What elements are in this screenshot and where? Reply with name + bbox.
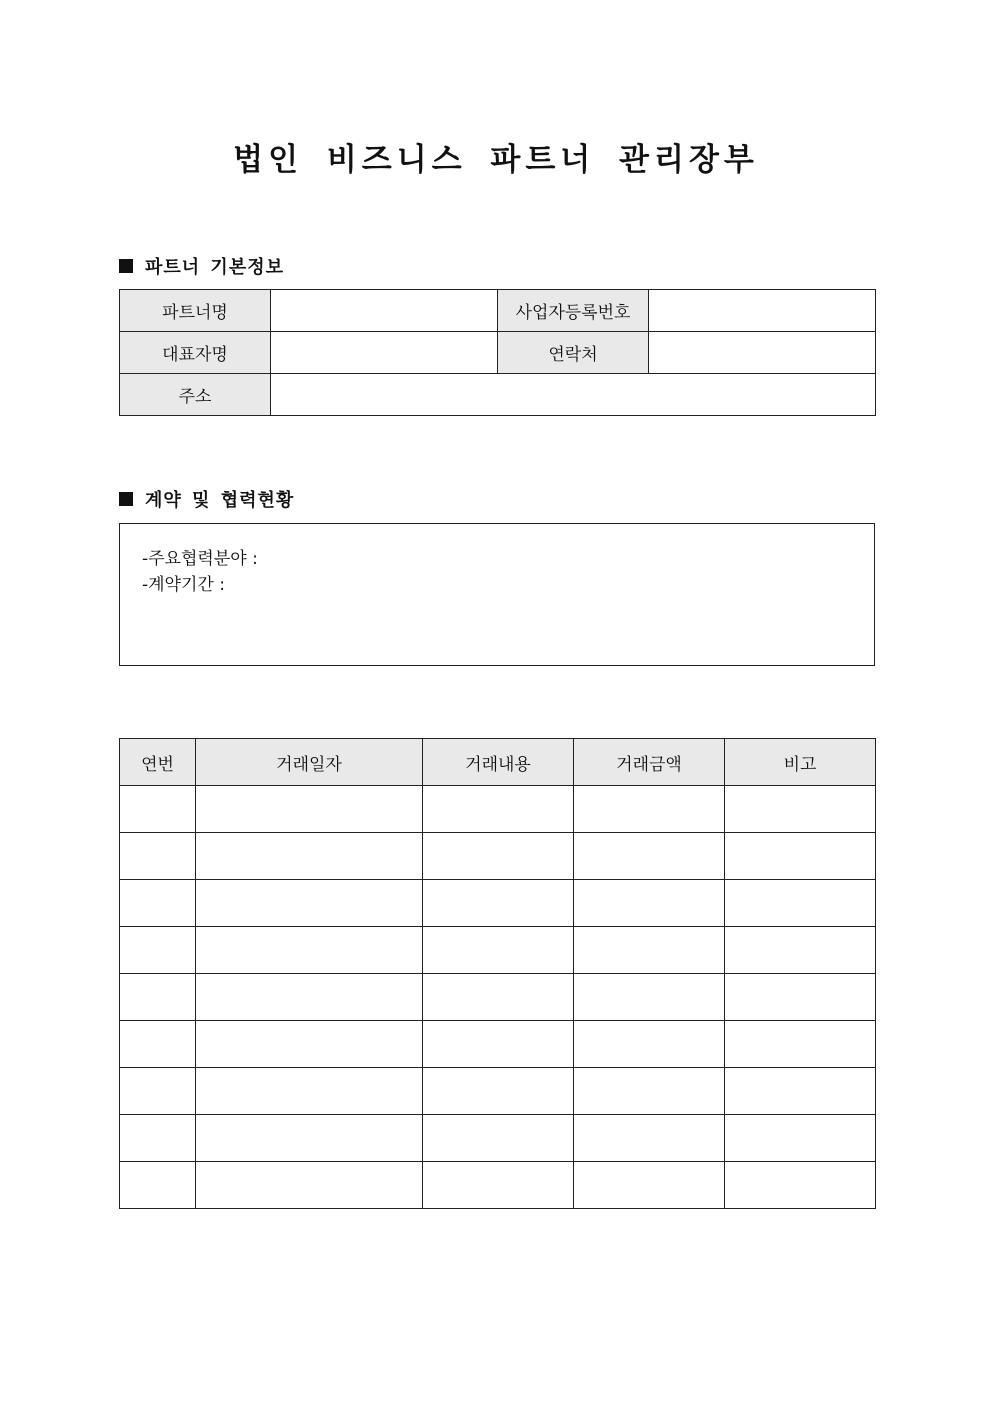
serial-cell[interactable] [120,833,196,880]
remarks-cell[interactable] [725,833,876,880]
serial-cell[interactable] [120,1068,196,1115]
serial-cell[interactable] [120,974,196,1021]
date-cell[interactable] [196,1068,423,1115]
description-cell[interactable] [423,927,574,974]
representative-label: 대표자명 [120,332,271,374]
representative-field[interactable] [271,332,498,374]
serial-cell[interactable] [120,880,196,927]
amount-cell[interactable] [574,833,725,880]
business-reg-no-label: 사업자등록번호 [498,290,649,332]
table-row [120,290,876,332]
partner-name-label: 파트너명 [120,290,271,332]
square-bullet-icon [119,492,133,506]
transaction-table-body [120,786,876,1209]
remarks-cell[interactable] [725,1068,876,1115]
date-cell[interactable] [196,1115,423,1162]
description-cell[interactable] [423,1021,574,1068]
table-row [120,927,876,974]
amount-cell[interactable] [574,974,725,1021]
column-header-date: 거래일자 [196,739,423,786]
description-cell[interactable] [423,1115,574,1162]
serial-cell[interactable] [120,1115,196,1162]
contact-label: 연락처 [498,332,649,374]
table-row [120,1162,876,1209]
remarks-cell[interactable] [725,927,876,974]
partner-info-heading [119,253,284,279]
description-cell[interactable] [423,833,574,880]
remarks-cell[interactable] [725,1162,876,1209]
column-header-serial: 연번 [120,739,196,786]
amount-cell[interactable] [574,927,725,974]
document-title: 법인 비즈니스 파트너 관리장부 [233,142,759,178]
amount-cell[interactable] [574,880,725,927]
table-row [120,1068,876,1115]
table-row [120,1115,876,1162]
description-cell[interactable] [423,1068,574,1115]
remarks-cell[interactable] [725,1115,876,1162]
column-header-remarks: 비고 [725,739,876,786]
description-cell[interactable] [423,1162,574,1209]
date-cell[interactable] [196,1021,423,1068]
description-cell[interactable] [423,786,574,833]
table-row [120,880,876,927]
amount-cell[interactable] [574,1115,725,1162]
date-cell[interactable] [196,974,423,1021]
address-field[interactable] [271,374,876,416]
table-row [120,332,876,374]
cooperation-field-line: -주요협력분야 : [142,549,258,569]
date-cell[interactable] [196,1162,423,1209]
amount-cell[interactable] [574,1021,725,1068]
contract-heading [119,486,294,512]
contract-period-line: -계약기간 : [142,575,225,595]
remarks-cell[interactable] [725,786,876,833]
date-cell[interactable] [196,786,423,833]
date-cell[interactable] [196,880,423,927]
remarks-cell[interactable] [725,1021,876,1068]
square-bullet-icon [119,259,133,273]
table-row [120,374,876,416]
partner-name-field[interactable] [271,290,498,332]
serial-cell[interactable] [120,786,196,833]
amount-cell[interactable] [574,1068,725,1115]
business-reg-no-field[interactable] [649,290,876,332]
table-row [120,833,876,880]
serial-cell[interactable] [120,1162,196,1209]
contact-field[interactable] [649,332,876,374]
partner-info-heading-text: 파트너 기본정보 [145,257,284,278]
table-row [120,974,876,1021]
partner-info-table [119,289,876,416]
date-cell[interactable] [196,927,423,974]
table-header-row [120,739,876,786]
amount-cell[interactable] [574,786,725,833]
contract-heading-text: 계약 및 협력현황 [145,490,295,511]
date-cell[interactable] [196,833,423,880]
description-cell[interactable] [423,974,574,1021]
serial-cell[interactable] [120,927,196,974]
contract-box[interactable] [119,523,875,666]
amount-cell[interactable] [574,1162,725,1209]
serial-cell[interactable] [120,1021,196,1068]
address-label: 주소 [120,374,271,416]
transaction-table [119,738,876,1209]
remarks-cell[interactable] [725,880,876,927]
table-row [120,786,876,833]
column-header-description: 거래내용 [423,739,574,786]
column-header-amount: 거래금액 [574,739,725,786]
remarks-cell[interactable] [725,974,876,1021]
description-cell[interactable] [423,880,574,927]
table-row [120,1021,876,1068]
